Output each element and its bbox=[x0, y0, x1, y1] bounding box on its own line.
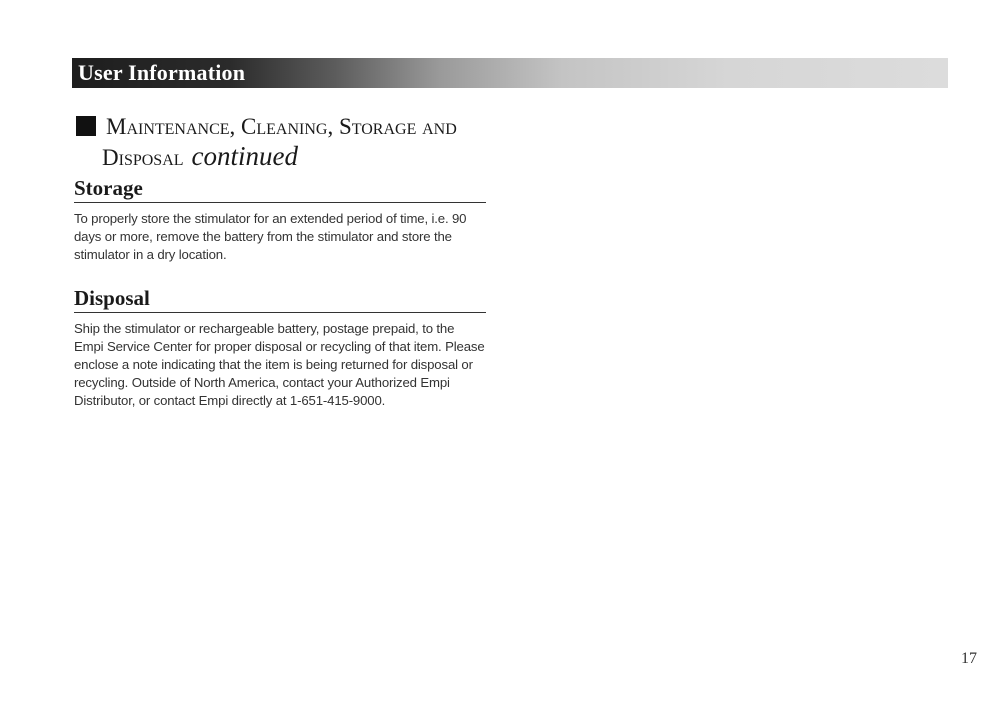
continued-label: continued bbox=[191, 141, 299, 171]
section-header-bar bbox=[72, 58, 948, 88]
page-number: 17 bbox=[961, 650, 977, 667]
section-heading-line2 bbox=[102, 141, 298, 173]
section-heading-line1: Maintenance, Cleaning, Storage and bbox=[106, 114, 457, 139]
disposal-title: Disposal bbox=[74, 285, 486, 313]
square-bullet-icon bbox=[76, 116, 96, 136]
section-heading-disposal: Disposal bbox=[102, 145, 184, 170]
storage-body: To properly store the stimulator for an extended period of time, i.e. 90 days or more, remove the battery from the stimulator and store the stimulator in a dry location. bbox=[74, 211, 467, 262]
disposal-body: Ship the stimulator or rechargeable battery, postage prepaid, to the Empi Service Center for proper disposal or recycling of that item. Please enclose a note indicating that the item is being returned for disposal or recycling. Outside of North America, contact your Authorized Empi Distributor, or contact Empi directly at 1-651-415-9000. bbox=[74, 321, 485, 408]
header-title: User Information bbox=[78, 60, 246, 85]
disposal-section bbox=[74, 285, 486, 410]
storage-title: Storage bbox=[74, 175, 486, 203]
storage-section bbox=[74, 175, 486, 264]
